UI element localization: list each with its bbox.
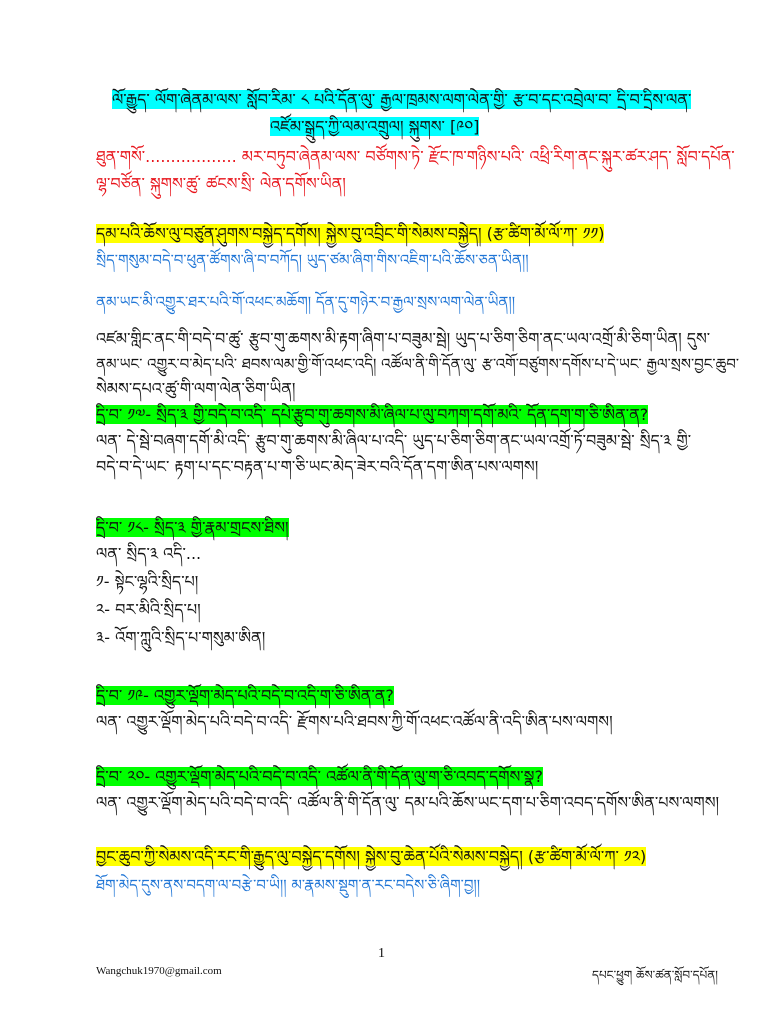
- list-item: ༡- སྟེང་ལྷའི་སྲིད་པ།: [96, 572, 199, 591]
- verse-line-1: སྲིད་གསུམ་བདེ་བ་ཕུན་ཚོགས་ཞི་བ་བཀོད། ཡུད་ཙམ་ཞིག་གིས་འཇིག་པའི་ཆོས་ཅན་ཡིན།།: [96, 251, 529, 269]
- paragraph-line-1: འཛམ་གླིང་ནང་གི་བདེ་བ་ཚུ་ རྩུབ་གུ་ཆགས་མི་རྟག་ཞིག་པ་བཟུམ་སྦེ། ཡུད་པ་ཅིག་ཅིག་ནང་ཡལ་འགྲོ་མི་ཅིག་ཡིན། དུས་: [96, 329, 711, 348]
- paragraph-line-2: ནམ་ཡང་ འགྱུར་བ་མེད་པའི་ ཐབས་ལམ་གྱི་གོ་འཕང་འདི། འཚོལ་ནི་གི་དོན་ལུ་ རྩ་འགོ་བཙུགས་དགོས་པ་དེ་ཡང་ རྒྱལ་སྲས་བྱང་ཆུབ་: [96, 355, 740, 373]
- question-17: དྲི་བ་ ༡༧- སྲིད་༣ གྱི་བདེ་བ་འདི་ དཔེ་རྩུབ་གུ་ཆགས་མི་ཞིལ་པ་ལུ་བཀག་དགོ་མའི་ དོན་དག་ག་ཅི་ཨིན་ན?: [96, 405, 649, 424]
- verse-line-2: ནམ་ཡང་མི་འགྱུར་ཐར་པའི་གོ་འཕང་མཆོག། དོན་དུ་གཉེར་བ་རྒྱལ་སྲས་ལག་ལེན་ཡིན།།: [96, 293, 516, 311]
- paragraph-line-3: སེམས་དཔའ་ཚུ་གི་ལག་ལེན་ཅིག་ཡིན།: [96, 379, 296, 398]
- question-19: དྲི་བ་ ༡༩- འགྱུར་ལྡོག་མེད་པའི་བདེ་བ་འདི་ག་ཅི་ཨིན་ན?: [96, 686, 394, 705]
- question-18: དྲི་བ་ ༡༨- སྲིད་༣ གྱི་རྣམ་གྲངས་ཐིས།: [96, 518, 289, 537]
- answer-20: ལན་ འགྱུར་ལྡོག་མེད་པའི་བདེ་བ་འདི་ འཚོལ་ནི་གི་དོན་ལུ་ དམ་པའི་ཆོས་ཡང་དག་པ་ཅིག་འབད་དགོས་ཨིན་པས་ལགས།: [96, 793, 720, 812]
- intro-line-2: ལྷ་བཙོན་ སྐུགས་ཚུ་ ཚངས་སྲི་ ལེན་དགོས་ཡིན།: [96, 174, 346, 193]
- section-heading-2: བྱང་ཆུབ་ཀྱི་སེམས་འདི་རང་གི་རྒྱུད་ལུ་བསྐྱེད་དགོས། སྐྱེས་བུ་ཆེན་པོའི་སེམས་བསྐྱེད། (རྩ་ཚིག་མོ་ལོ་ཀ་ ༡༢): [96, 847, 647, 866]
- page-title: ལོ་རྒྱུད་ ལོག་ཞེནམ་ལས་ སློབ་རིམ་ ༨ པའི་དོན་ལུ་ རྒྱལ་ཁྲམས་ལག་ལེན་གྱི་ རྩ་བ་དང་འབྲེལ་བ་ དྲི་བ་དྲིས་ལན་: [112, 90, 692, 109]
- list-item: ༢- བར་མིའི་སྲིད་པ།: [96, 600, 201, 619]
- list-item: ༣- འོག་ཀླུའི་སྲིད་པ་གསུམ་ཨིན།: [96, 628, 266, 647]
- answer-18: ལན་ སྲིད་༣ འདི་...: [96, 544, 202, 563]
- verse-line-3: ཐོག་མེད་དུས་ནས་བདག་ལ་བརྩེ་བ་ཡི།། མ་རྣམས་སྡུག་ན་རང་བདེས་ཅི་ཞིག་བྱ།།: [96, 876, 481, 894]
- intro-line-1: ཐུན་གསོ་.................. མར་བཏུབ་ཞེནམ་ལས་ བཙོགས་ཏེ་ རྫོང་ཁ་གཉིས་པའི་ འཕྲི་རིག་ནང་སྐུར་ཚར་ཤད་ སློབ་དཔོན་: [96, 147, 735, 166]
- footer-email: Wangchuk1970@gmail.com: [96, 965, 222, 977]
- answer-17-line-1: ལན་ དེ་སྦེ་བཞག་དགོ་མི་འདི་ རྩུབ་གུ་ཆགས་མི་ཞིལ་པ་འདི་ ཡུད་པ་ཅིག་ཅིག་ནང་ཡལ་འགྲོ་ཏོ་བཟུམ་སྦེ་ སྲིད་༣ གྱི་: [96, 431, 692, 450]
- footer-author: དཔང་ཕྱུག ཆོས་ཚན་སློབ་དཔོན།: [592, 968, 718, 982]
- section-heading-1: དམ་པའི་ཆོས་ལུ་བཙུན་ཤུགས་བསྐྱེད་དགོས། སྐྱེས་བུ་འབྲིང་གི་སེམས་བསྐྱེད། (རྩ་ཚིག་མོ་ལོ་ཀ་ ༡༡): [96, 224, 605, 243]
- answer-19: ལན་ འགྱུར་ལྡོག་མེད་པའི་བདེ་བ་འདི་ རྫོགས་པའི་ཐབས་ཀྱི་གོ་འཕང་འཚོལ་ནི་འདི་ཨིན་པས་ལགས།: [96, 712, 613, 731]
- page-number: 1: [378, 946, 385, 961]
- question-20: དྲི་བ་ ༢༠- འགྱུར་ལྡོག་མེད་པའི་བདེ་བ་འདི་ འཚོལ་ནི་གི་དོན་ལུ་ག་ཅི་འབད་དགོས་སྣ?: [96, 767, 543, 786]
- answer-17-line-2: བདེ་བ་དེ་ཡང་ རྟག་པ་དང་བརྟན་པ་ག་ཅི་ཡང་མེད་ཟེར་བའི་དོན་དག་ཨིན་པས་ལགས།: [96, 457, 539, 476]
- page-title-continued: འཛོམ་སྒྲུད་ཀྱི་ལམ་འགྲུལ། སྐུགས་ [༩༠]: [270, 117, 480, 136]
